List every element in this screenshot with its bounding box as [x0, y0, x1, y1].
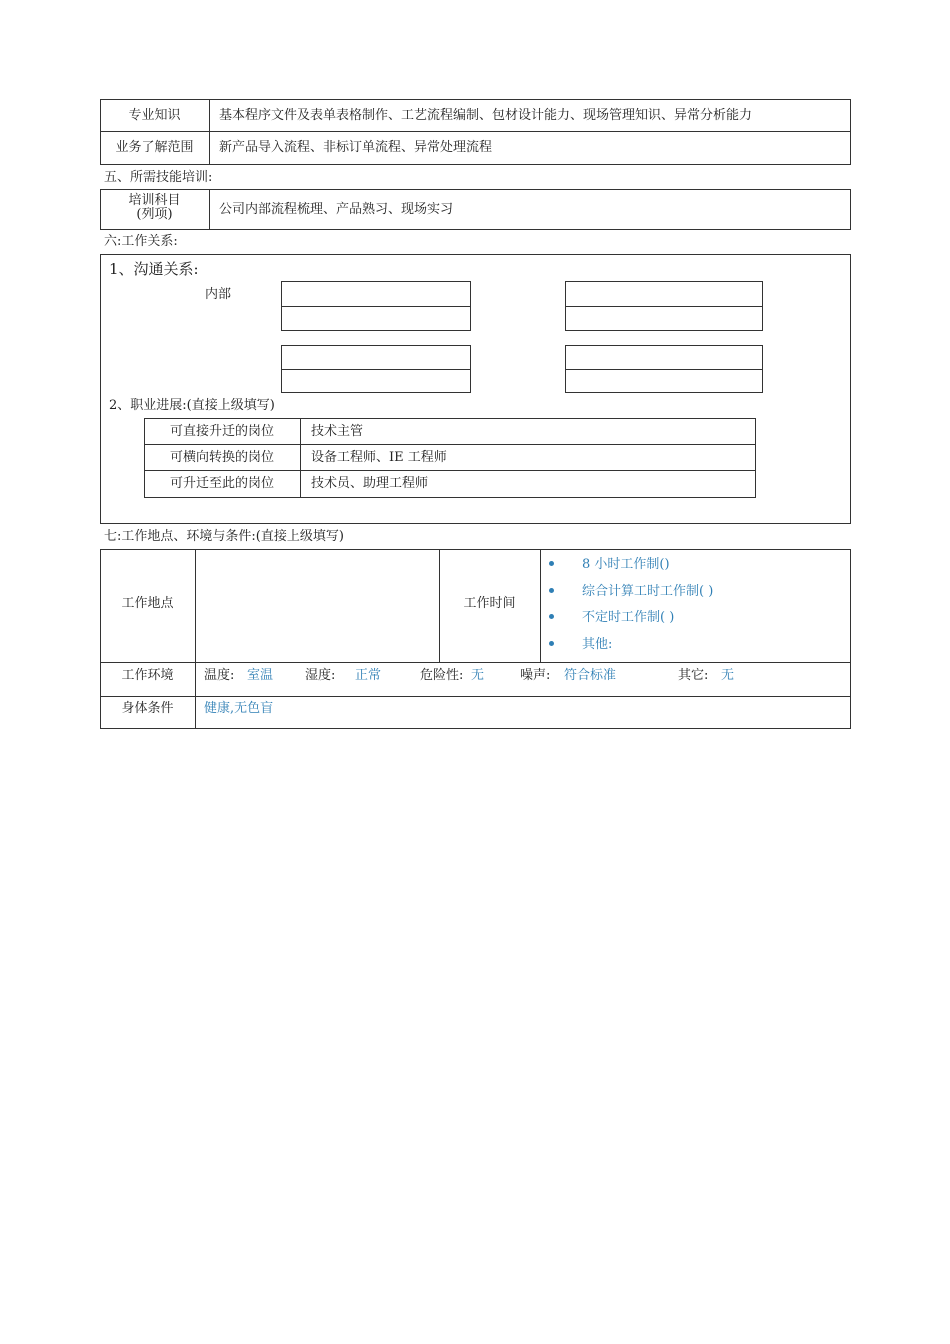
noise-value: 符合标准 — [564, 668, 617, 683]
business-scope-label: 业务了解范围 — [115, 140, 194, 155]
training-label-line2: (列项) — [136, 207, 173, 222]
career-row-label: 可升迁至此的岗位 — [169, 476, 274, 491]
temperature-label: 温度: — [204, 668, 235, 683]
work-time-option: 8 小时工作制() — [582, 557, 670, 572]
career-row-value: 技术员、助理工程师 — [311, 476, 429, 491]
work-location-label: 工作地点 — [121, 596, 174, 611]
noise-label: 噪声: — [520, 668, 551, 683]
career-row-value: 技术主管 — [311, 424, 364, 439]
work-time-option: 综合计算工时工作制( ) — [582, 584, 714, 599]
other-label: 其它: — [678, 668, 709, 683]
career-row-label: 可横向转换的岗位 — [169, 450, 274, 465]
career-row-value: 设备工程师、IE 工程师 — [311, 450, 447, 465]
section5-title: 五、所需技能培训: — [104, 170, 213, 185]
work-time-label: 工作时间 — [463, 596, 516, 611]
training-table — [100, 189, 851, 230]
humidity-label: 湿度: — [305, 668, 336, 683]
bullet-icon — [549, 641, 554, 646]
section6-title: 六:工作关系: — [104, 234, 178, 249]
career-title: 2、职业进展:(直接上级填写) — [109, 398, 275, 413]
physical-condition-label: 身体条件 — [121, 701, 174, 716]
work-environment-label: 工作环境 — [121, 668, 174, 683]
career-row-label: 可直接升迁的岗位 — [169, 424, 274, 439]
business-scope-value: 新产品导入流程、非标订单流程、异常处理流程 — [219, 140, 493, 155]
internal-label: 内部 — [205, 287, 232, 302]
physical-condition-value: 健康,无色盲 — [204, 701, 274, 716]
danger-value: 无 — [471, 668, 485, 683]
training-value: 公司内部流程梳理、产品熟习、现场实习 — [219, 202, 454, 217]
communication-title: 1、沟通关系: — [109, 260, 199, 278]
bullet-icon — [549, 588, 554, 593]
professional-knowledge-label: 专业知识 — [128, 108, 181, 123]
other-value: 无 — [721, 668, 735, 683]
professional-knowledge-value: 基本程序文件及表单表格制作、工艺流程编制、包材设计能力、现场管理知识、异常分析能力 — [219, 108, 753, 123]
section7-title: 七:工作地点、环境与条件:(直接上级填写) — [104, 529, 344, 544]
work-time-option: 不定时工作制( ) — [582, 610, 675, 625]
temperature-value: 室温 — [247, 668, 274, 683]
danger-label: 危险性: — [420, 668, 464, 683]
humidity-value: 正常 — [355, 668, 382, 683]
training-label-line1: 培训科目 — [128, 193, 181, 208]
work-time-option: 其他: — [582, 637, 613, 652]
bullet-icon — [549, 614, 554, 619]
bullet-icon — [549, 561, 554, 566]
